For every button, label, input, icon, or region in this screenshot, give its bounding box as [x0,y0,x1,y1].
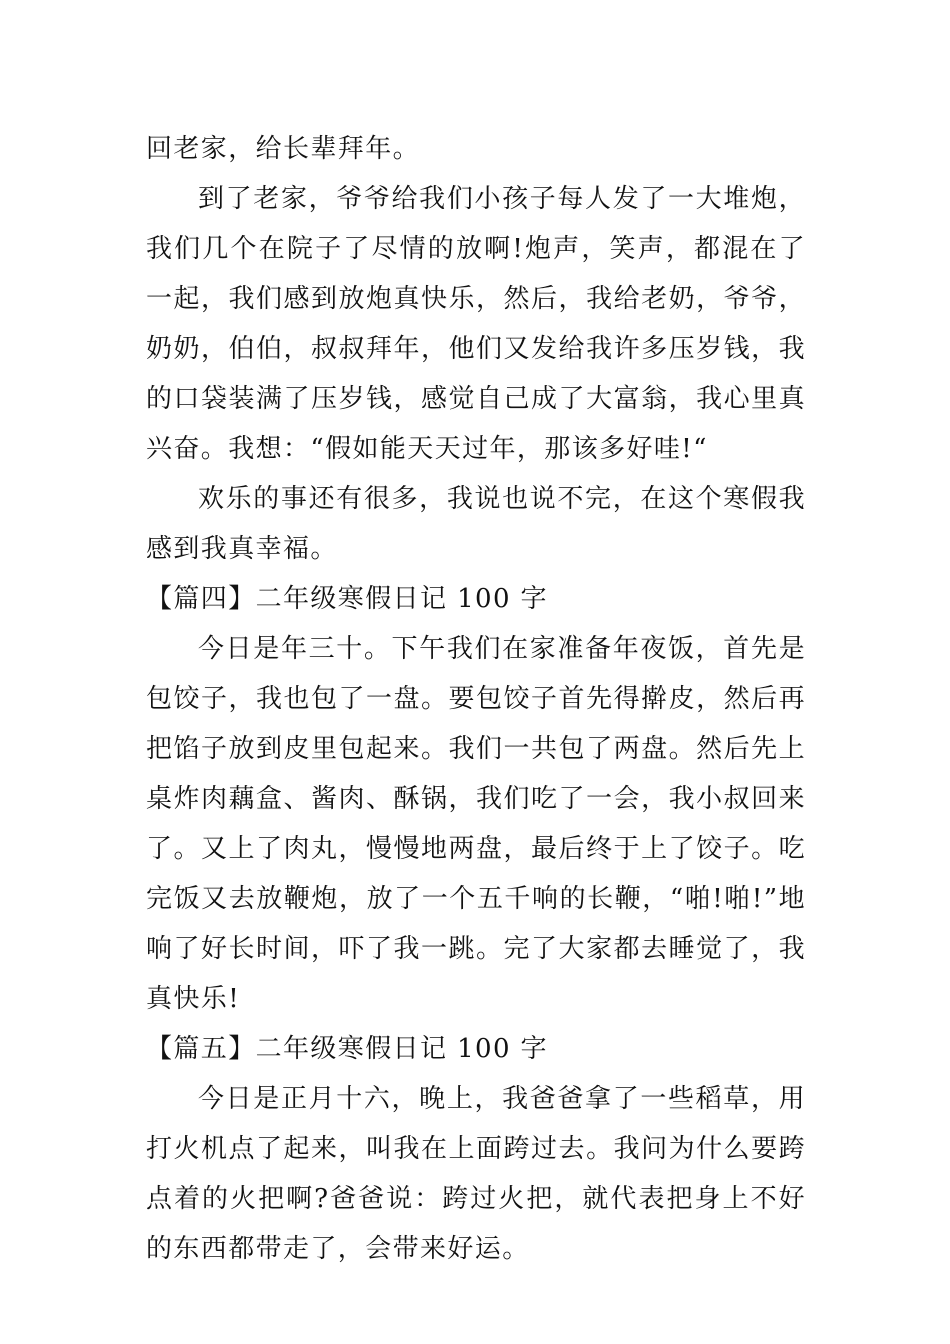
section-heading-part-five: 【篇五】二年级寒假日记 100 字 [146,1034,548,1064]
paragraph-visit-grandparents: 到了老家，爷爷给我们小孩子每人发了一大堆炮，我们几个在院子了尽情的放啊!炮声，笑声，都混在了一起，我们感到放炮真快乐，然后，我给老奶，爷爷，奶奶，伯伯，叔叔拜年，他们又发给我许多压岁钱，我的口袋装满了压岁钱，感觉自己成了大富翁，我心里真兴奋。我想：“假如能天天过年，那该多好哇!“ [146,184,806,464]
document-body [146,124,806,1274]
paragraph-new-years-eve: 今日是年三十。下午我们在家准备年夜饭，首先是包饺子，我也包了一盘。要包饺子首先得擀皮，然后再把馅子放到皮里包起来。我们一共包了两盘。然后先上桌炸肉藕盒、酱肉、酥锅，我们吃了一会，我小叔回来了。又上了肉丸，慢慢地两盘，最后终于上了饺子。吃完饭又去放鞭炮，放了一个五千响的长鞭，“啪!啪!”地响了好长时间，吓了我一跳。完了大家都去睡觉了，我真快乐! [146,634,806,1014]
paragraph-continuation: 回老家，给长辈拜年。 [146,134,421,164]
paragraph-happy-winter: 欢乐的事还有很多，我说也说不完，在这个寒假我感到我真幸福。 [146,484,806,564]
paragraph-jump-fire: 今日是正月十六，晚上，我爸爸拿了一些稻草，用打火机点了起来，叫我在上面跨过去。我问为什么要跨点着的火把啊?爸爸说：跨过火把，就代表把身上不好的东西都带走了，会带来好运。 [146,1084,806,1264]
section-heading-part-four: 【篇四】二年级寒假日记 100 字 [146,584,548,614]
